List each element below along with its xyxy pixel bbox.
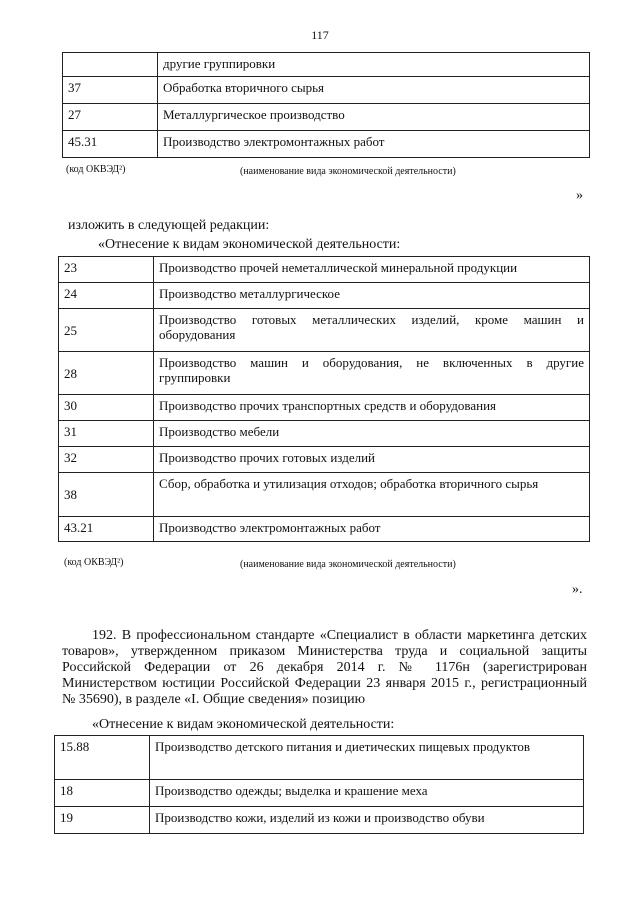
activity-name-cell: другие группировки (158, 53, 590, 77)
activity-name-cell: Производство электромонтажных работ (158, 131, 590, 158)
activity-name-cell: Обработка вторичного сырья (158, 77, 590, 104)
okved-code-caption: (код ОКВЭД²) (66, 164, 126, 175)
closing-quote: ». (572, 582, 583, 597)
table-row (59, 283, 590, 309)
activity-name-cell: Производство прочих транспортных средств и оборудования (154, 395, 590, 421)
paragraph-192: 192. В профессиональном стандарте «Специалист в области маркетинга детских товаров», утвержденном приказом Министерства труда и социальной защиты Российской Федерации от 26 декабря 2014 г. № 1176н (зарегистрирован Министерством юстиции Российской Федерации 23 января 2015 г., регистрационный № 35690), в разделе «I. Общие сведения» позицию (62, 628, 587, 707)
okved-code-cell: 43.21 (59, 517, 154, 542)
okved-code-cell: 24 (59, 283, 154, 309)
table-row (59, 309, 590, 352)
activity-name-cell: Сбор, обработка и утилизация отходов; обработка вторичного сырья (154, 473, 590, 517)
intro-heading: «Отнесение к видам экономической деятельности: (98, 237, 401, 252)
table-row (59, 473, 590, 517)
okved-table-new (58, 256, 590, 542)
table-row (55, 780, 584, 807)
table-row (55, 736, 584, 780)
okved-code-cell: 19 (55, 807, 150, 834)
okved-code-cell: 32 (59, 447, 154, 473)
okved-code-cell: 18 (55, 780, 150, 807)
okved-code-cell: 23 (59, 257, 154, 283)
okved-table-children (54, 735, 584, 834)
okved-table-old (62, 52, 590, 158)
okved-code-cell (63, 53, 158, 77)
okved-code-cell: 27 (63, 104, 158, 131)
okved-code-cell: 15.88 (55, 736, 150, 780)
okved-code-cell: 37 (63, 77, 158, 104)
activity-name-cell: Производство машин и оборудования, не включенных в другие группировки (154, 352, 590, 395)
table-row (59, 257, 590, 283)
table-row (63, 131, 590, 158)
okved-code-cell: 31 (59, 421, 154, 447)
okved-code-cell: 45.31 (63, 131, 158, 158)
okved-code-cell: 30 (59, 395, 154, 421)
activity-name-cell: Производство прочей неметаллической минеральной продукции (154, 257, 590, 283)
okved-code-cell: 38 (59, 473, 154, 517)
activity-name-cell: Производство мебели (154, 421, 590, 447)
activity-name-cell: Металлургическое производство (158, 104, 590, 131)
table-row (55, 807, 584, 834)
paragraph-192-heading: «Отнесение к видам экономической деятельности: (92, 717, 395, 732)
activity-name-cell: Производство готовых металлических изделий, кроме машин и оборудования (154, 309, 590, 352)
table-row (59, 395, 590, 421)
closing-quote: » (576, 188, 583, 203)
okved-code-caption: (код ОКВЭД²) (64, 557, 124, 568)
table-row (63, 77, 590, 104)
activity-name-caption: (наименование вида экономической деятельности) (240, 559, 456, 570)
activity-name-cell: Производство металлургическое (154, 283, 590, 309)
page-number: 117 (311, 28, 329, 42)
activity-name-cell: Производство прочих готовых изделий (154, 447, 590, 473)
activity-name-cell: Производство детского питания и диетических пищевых продуктов (150, 736, 584, 780)
intro-line: изложить в следующей редакции: (68, 218, 270, 233)
activity-name-caption: (наименование вида экономической деятельности) (240, 166, 456, 177)
okved-code-cell: 28 (59, 352, 154, 395)
okved-code-cell: 25 (59, 309, 154, 352)
activity-name-cell: Производство одежды; выделка и крашение меха (150, 780, 584, 807)
activity-name-cell: Производство кожи, изделий из кожи и производство обуви (150, 807, 584, 834)
table-row (59, 447, 590, 473)
table-row (63, 53, 590, 77)
table-row (59, 517, 590, 542)
activity-name-cell: Производство электромонтажных работ (154, 517, 590, 542)
table-row (63, 104, 590, 131)
table-row (59, 421, 590, 447)
table-row (59, 352, 590, 395)
